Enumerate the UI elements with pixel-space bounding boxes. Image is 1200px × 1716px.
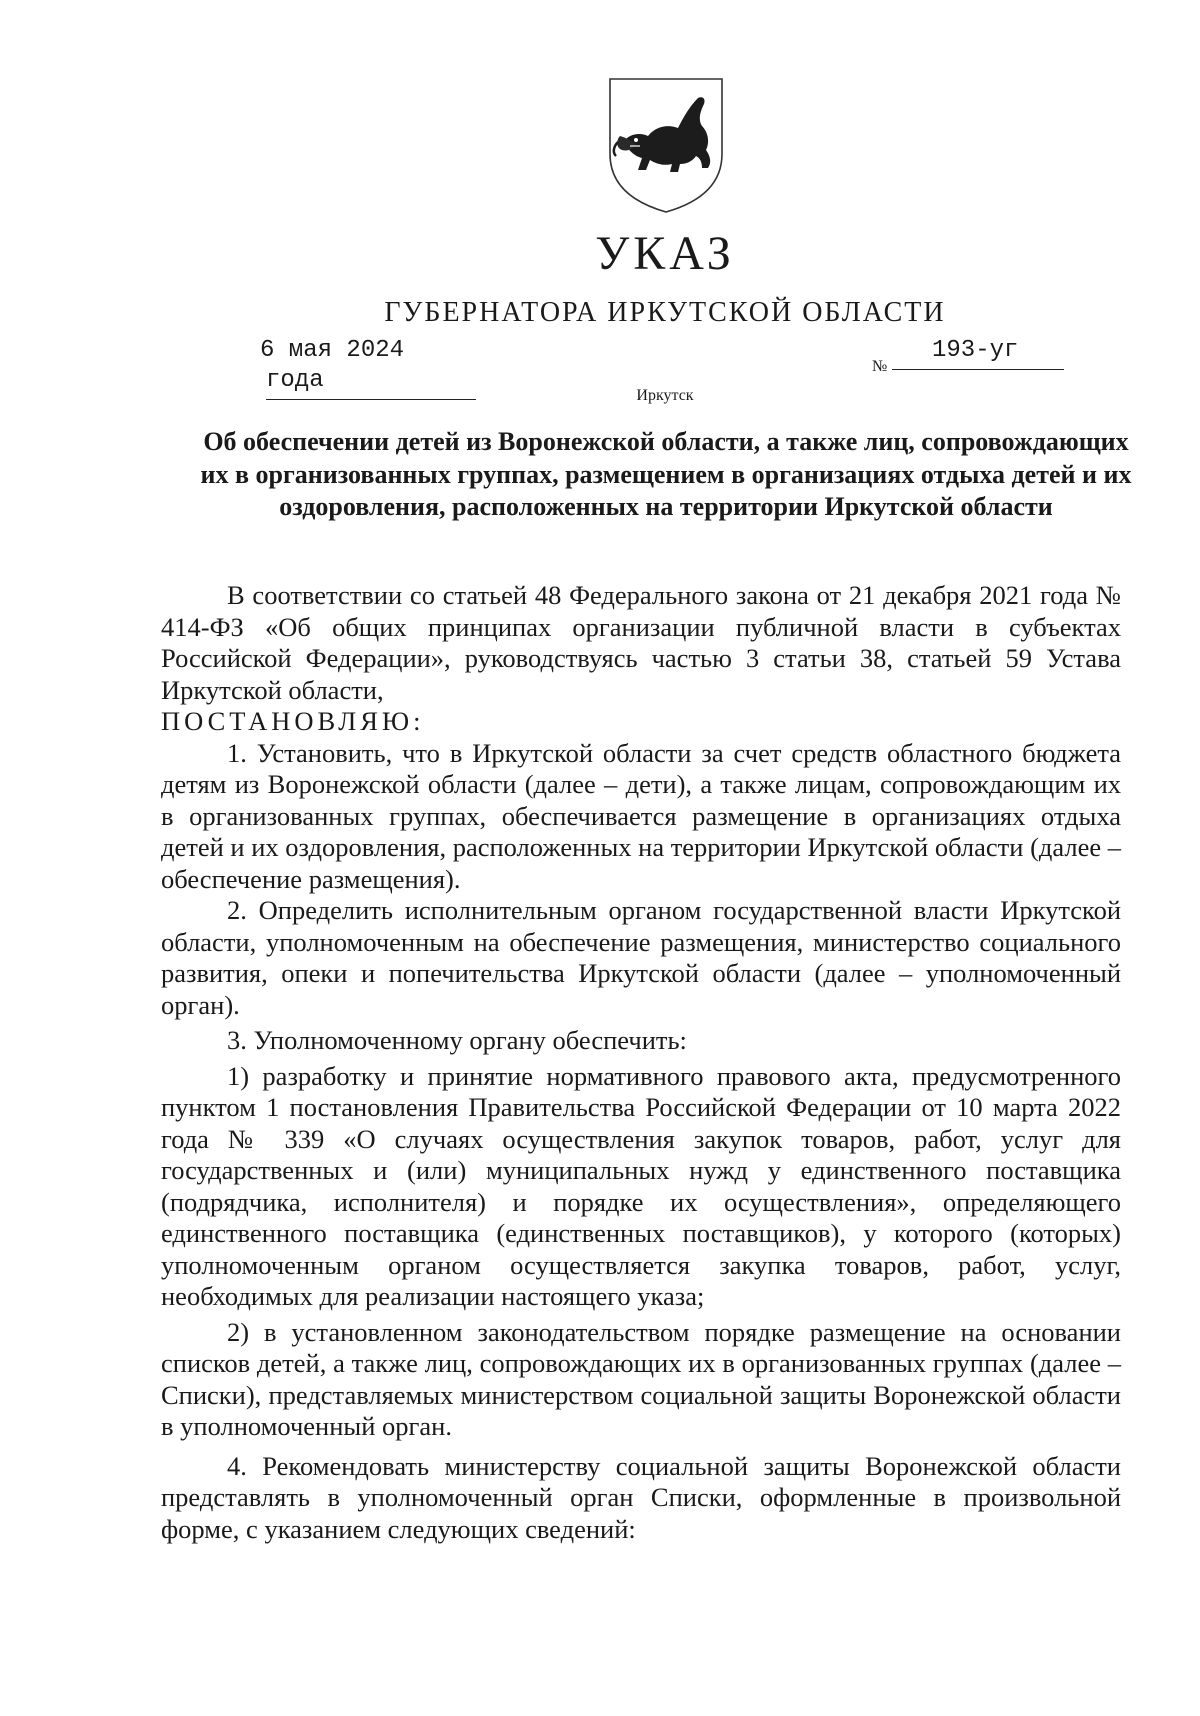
decree-body xyxy=(161,580,1121,1545)
number-label: № xyxy=(872,358,888,375)
decree-city: Иркутск xyxy=(636,387,694,404)
decree-word: ПОСТАНОВЛЯЮ: xyxy=(161,706,425,736)
paragraph-3: 3. Уполномоченному органу обеспечить: xyxy=(227,1025,687,1055)
irkutsk-coat-of-arms-icon xyxy=(606,76,726,214)
paragraph-3-2: 2) в установленном законодательством порядке размещение на основании списков детей, а также лиц, сопровождающих их в организованных группах (далее – Списки), представляемых министерством социальной защиты Воронежской области в уполномоченный орган. xyxy=(161,1316,1121,1441)
decree-date-text: 6 мая 2024 года xyxy=(260,337,405,394)
paragraph-3-1: 1) разработку и принятие нормативного правового акта, предусмотренного пунктом 1 постановления Правительства Российской Федерации от 10 марта 2022 года № 339 «О случаях осуществления закупок товаров, работ, услуг для государственных и (или) муниципальных нужд у единственного поставщика (подрядчика, исполнителя) и порядке их осуществления», определяющего единственного поставщика (единственных поставщиков), у которого (которых) уполномоченным органом осуществляется закупка товаров, работ, услуг, необходимых для реализации настоящего указа; xyxy=(161,1060,1121,1311)
decree-number: 193-уг xyxy=(892,336,1064,370)
paragraph-2: 2. Определить исполнительным органом государственной власти Иркутской области, уполномоченным на обеспечение размещения, министерство социального развития, опеки и попечительства Иркутской области (далее – уполномоченный орган). xyxy=(161,895,1121,1020)
paragraph-4: 4. Рекомендовать министерству социальной защиты Воронежской области представлять в уполномоченный орган Списки, оформленные в произвольной форме, с указанием следующих сведений: xyxy=(161,1450,1121,1544)
decree-heading: Об обеспечении детей из Воронежской области, а также лиц, сопровождающих их в организованных группах, размещением в организациях отдыха детей и их оздоровления, расположенных на территории Иркутской области xyxy=(200,427,1132,521)
decree-issuer: ГУБЕРНАТОРА ИРКУТСКОЙ ОБЛАСТИ xyxy=(384,297,946,328)
decree-title: УКАЗ xyxy=(595,227,735,280)
intro-paragraph: В соответствии со статьей 48 Федерального закона от 21 декабря 2021 года № 414-ФЗ «Об общих принципах организации публичной власти в субъектах Российской Федерации», руководствуясь частью 3 статьи 38, статьей 59 Устава Иркутской области, xyxy=(161,580,1121,705)
paragraph-1: 1. Установить, что в Иркутской области за счет средств областного бюджета детям из Воронежской области (далее – дети), а также лицам, сопровождающим их в организованных группах, обеспечивается размещение в организациях отдыха детей и их оздоровления, расположенных на территории Иркутской области (далее – обеспечение размещения). xyxy=(161,737,1121,894)
